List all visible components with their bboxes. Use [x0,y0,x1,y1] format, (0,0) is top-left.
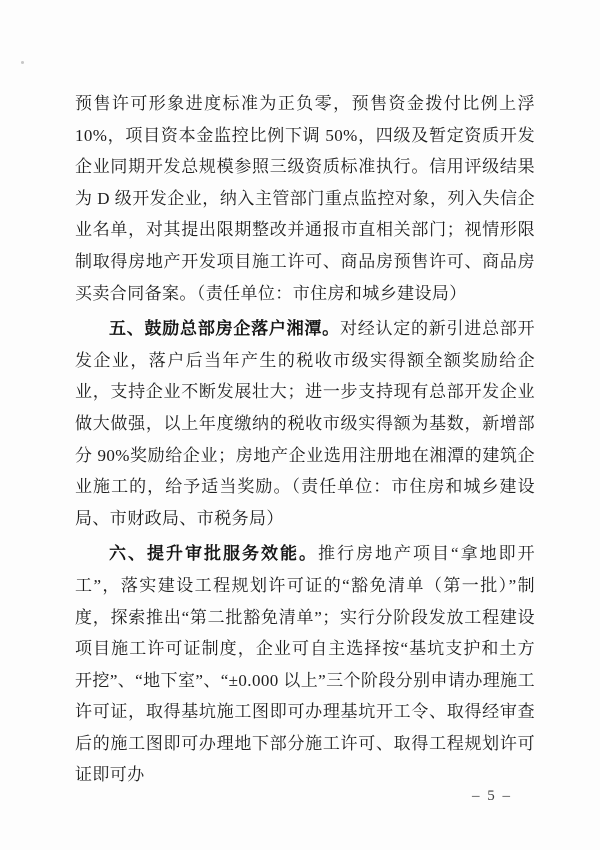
section-5-text: 对经认定的新引进总部开发企业，落户后当年产生的税收市级实得额全额奖励给企业，支持企业不断发展壮大；进一步支持现有总部开发企业做大做强，以上年度缴纳的税收市级实得额为基数，新增部分 90%奖励给企业；房地产企业选用注册地在湘潭的建筑企业施工的，给予适当奖励。（责任单位：市住房和城乡建设局、市财政局、市税务局） [75,319,536,528]
paragraph-section-6 [75,538,535,791]
page-number: – 5 – [472,788,512,804]
section-6-text: 推行房地产项目“拿地即开工”，落实建设工程规划许可证的“豁免清单（第一批）”制度，探索推出“第二批豁免清单”；实行分阶段发放工程建设项目施工许可证制度，企业可自主选择按“基坑支护和土方开挖”、“地下室”、“±0.000 以上”三个阶段分别申请办理施工许可证，取得基坑施工图即可办理基坑开工令、取得经审查后的施工图即可办理地下部分施工许可、取得工程规划许可证即可办 [75,544,535,785]
section-5-heading: 五、鼓励总部房企落户湘潭。 [109,319,340,339]
section-6-heading: 六、提升审批服务效能。 [109,544,319,564]
document-body [75,88,535,791]
scan-speck-artifact [21,61,24,64]
paragraph-section-5 [75,313,535,534]
paragraph-continuation [75,88,535,309]
paragraph-continuation-text: 预售许可形象进度标准为正负零，预售资金拨付比例上浮 10%，项目资本金监控比例下调 50%，四级及暂定资质开发企业同期开发总规模参照三级资质标准执行。信用评级结果为 D 级开发企业，纳入主管部门重点监控对象，列入失信企业名单，对其提出限期整改并通报市直相关部门；视情形限制取得房地产开发项目施工许可、商品房预售许可、商品房买卖合同备案。（责任单位：市住房和城乡建设局） [75,94,535,303]
